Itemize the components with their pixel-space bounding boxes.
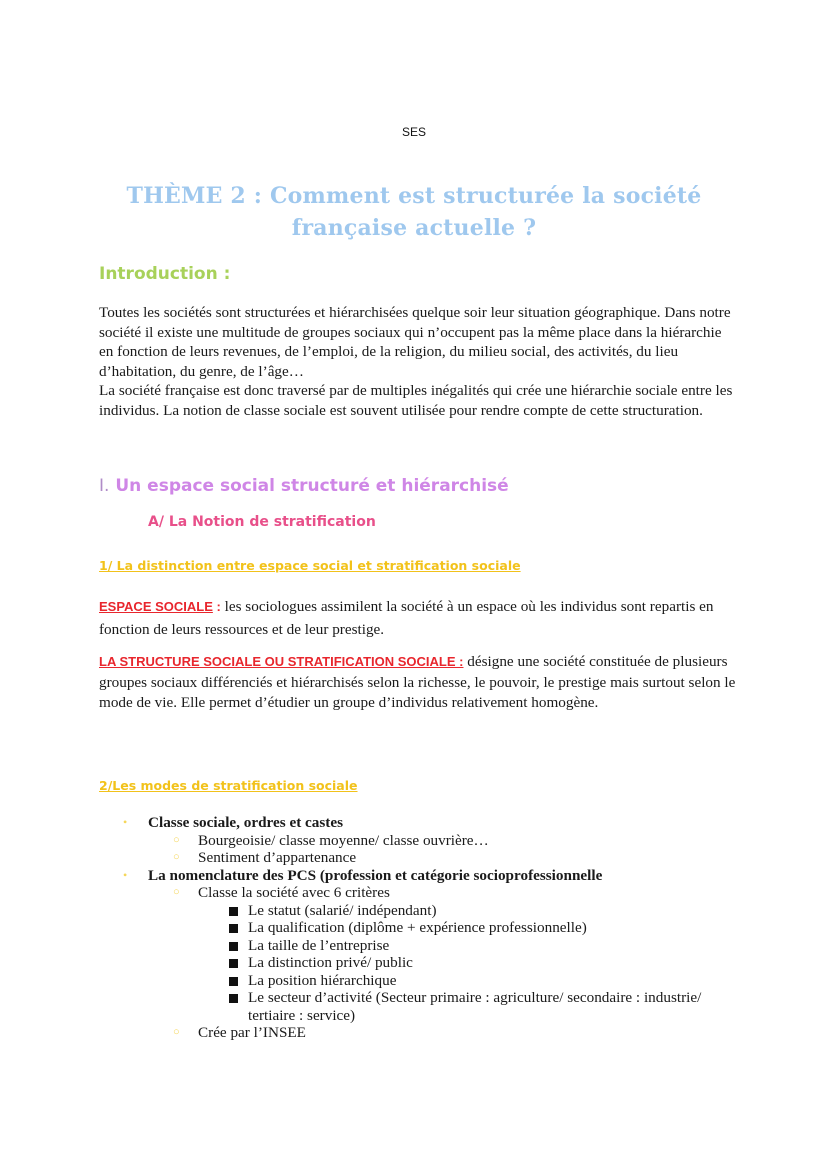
section-1-heading bbox=[99, 476, 509, 496]
circle-bullet-icon: ○ bbox=[173, 833, 180, 846]
criterion-item: Le secteur d’activité (Secteur primaire : agriculture/ secondaire : industrie/ tertiaire : service) bbox=[0, 989, 828, 1024]
list-item: ○ Crée par l’INSEE bbox=[173, 1024, 306, 1041]
list-item: • Classe sociale, ordres et castes bbox=[123, 814, 343, 831]
circle-bullet-icon: ○ bbox=[173, 851, 180, 863]
list-item: ○ Bourgeoisie/ classe moyenne/ classe ouvrière… bbox=[173, 831, 489, 849]
page-title: THÈME 2 : Comment est structurée la société française actuelle ? bbox=[126, 183, 702, 241]
list-item: ○ Classe la société avec 6 critères bbox=[173, 884, 390, 901]
square-bullet-icon bbox=[229, 907, 238, 916]
list-item: ○ Sentiment d’appartenance bbox=[173, 849, 357, 866]
criterion-item: La position hiérarchique bbox=[0, 972, 828, 990]
square-bullet-icon bbox=[229, 924, 238, 933]
page-header: SES bbox=[401, 125, 426, 139]
criterion-item: La taille de l’entreprise bbox=[0, 937, 828, 955]
section-title: Un espace social structuré et hiérarchisé bbox=[115, 476, 509, 496]
square-bullet-icon bbox=[229, 977, 238, 986]
introduction-heading: Introduction : bbox=[99, 264, 231, 284]
section-number: I. bbox=[99, 476, 110, 496]
square-bullet-icon bbox=[229, 959, 238, 968]
definition-espace-social: ESPACE SOCIALE : les sociologues assimilent la société à un espace où les individus sont repartis en fonction de leurs ressources et de leur prestige. bbox=[99, 598, 714, 638]
bullet-icon: • bbox=[123, 867, 128, 882]
square-bullet-icon bbox=[229, 994, 238, 1003]
introduction-paragraph-1: Toutes les sociétés sont structurées et hiérarchisées quelque soir leur situation géographique. Dans notre société il existe une multitude de groupes sociaux qui n’occupent pas la même place dans la hiérarchie en fonction de leurs revenues, de l’emploi, de la religion, du milieu social, des activités, du lieu d’habitation, du genre, de l’âge… bbox=[99, 304, 731, 380]
list-item: • La nomenclature des PCS (profession et catégorie socioprofessionnelle bbox=[123, 866, 603, 884]
definition-term: ESPACE SOCIALE bbox=[99, 599, 213, 614]
definition-text: désigne une société constituée de plusieurs groupes sociaux différenciés et hiérarchisés selon la richesse, le pouvoir, le prestige mais surtout selon le mode de vie. Elle permet d’étudier un groupe d’individus relativement homogène. bbox=[99, 653, 736, 711]
circle-bullet-icon: ○ bbox=[173, 886, 180, 898]
criterion-item: La qualification (diplôme + expérience professionnelle) bbox=[0, 919, 828, 937]
definition-text: les sociologues assimilent la société à un espace où les individus sont repartis en fonction de leurs ressources et de leur prestige. bbox=[99, 598, 714, 638]
introduction-text bbox=[99, 303, 739, 421]
subsection-a-heading: A/ La Notion de stratification bbox=[148, 514, 376, 530]
part-1-heading: 1/ La distinction entre espace social et stratification sociale bbox=[99, 558, 521, 573]
stratification-modes-list bbox=[0, 814, 828, 1042]
criterion-item: Le statut (salarié/ indépendant) bbox=[0, 902, 828, 920]
circle-bullet-icon: ○ bbox=[173, 1026, 180, 1038]
introduction-paragraph-2: La société française est donc traversé par de multiples inégalités qui crée une hiérarchie sociale entre les individus. La notion de classe sociale est souvent utilisée pour rendre compte de cette structuration. bbox=[99, 382, 733, 419]
bullet-icon: • bbox=[123, 815, 128, 829]
definition-term: LA STRUCTURE SOCIALE OU STRATIFICATION SOCIALE : bbox=[99, 654, 464, 669]
definition-stratification-sociale bbox=[99, 652, 739, 714]
criterion-item: La distinction privé/ public bbox=[0, 954, 828, 972]
square-bullet-icon bbox=[229, 942, 238, 951]
part-2-heading: 2/Les modes de stratification sociale bbox=[99, 778, 358, 793]
